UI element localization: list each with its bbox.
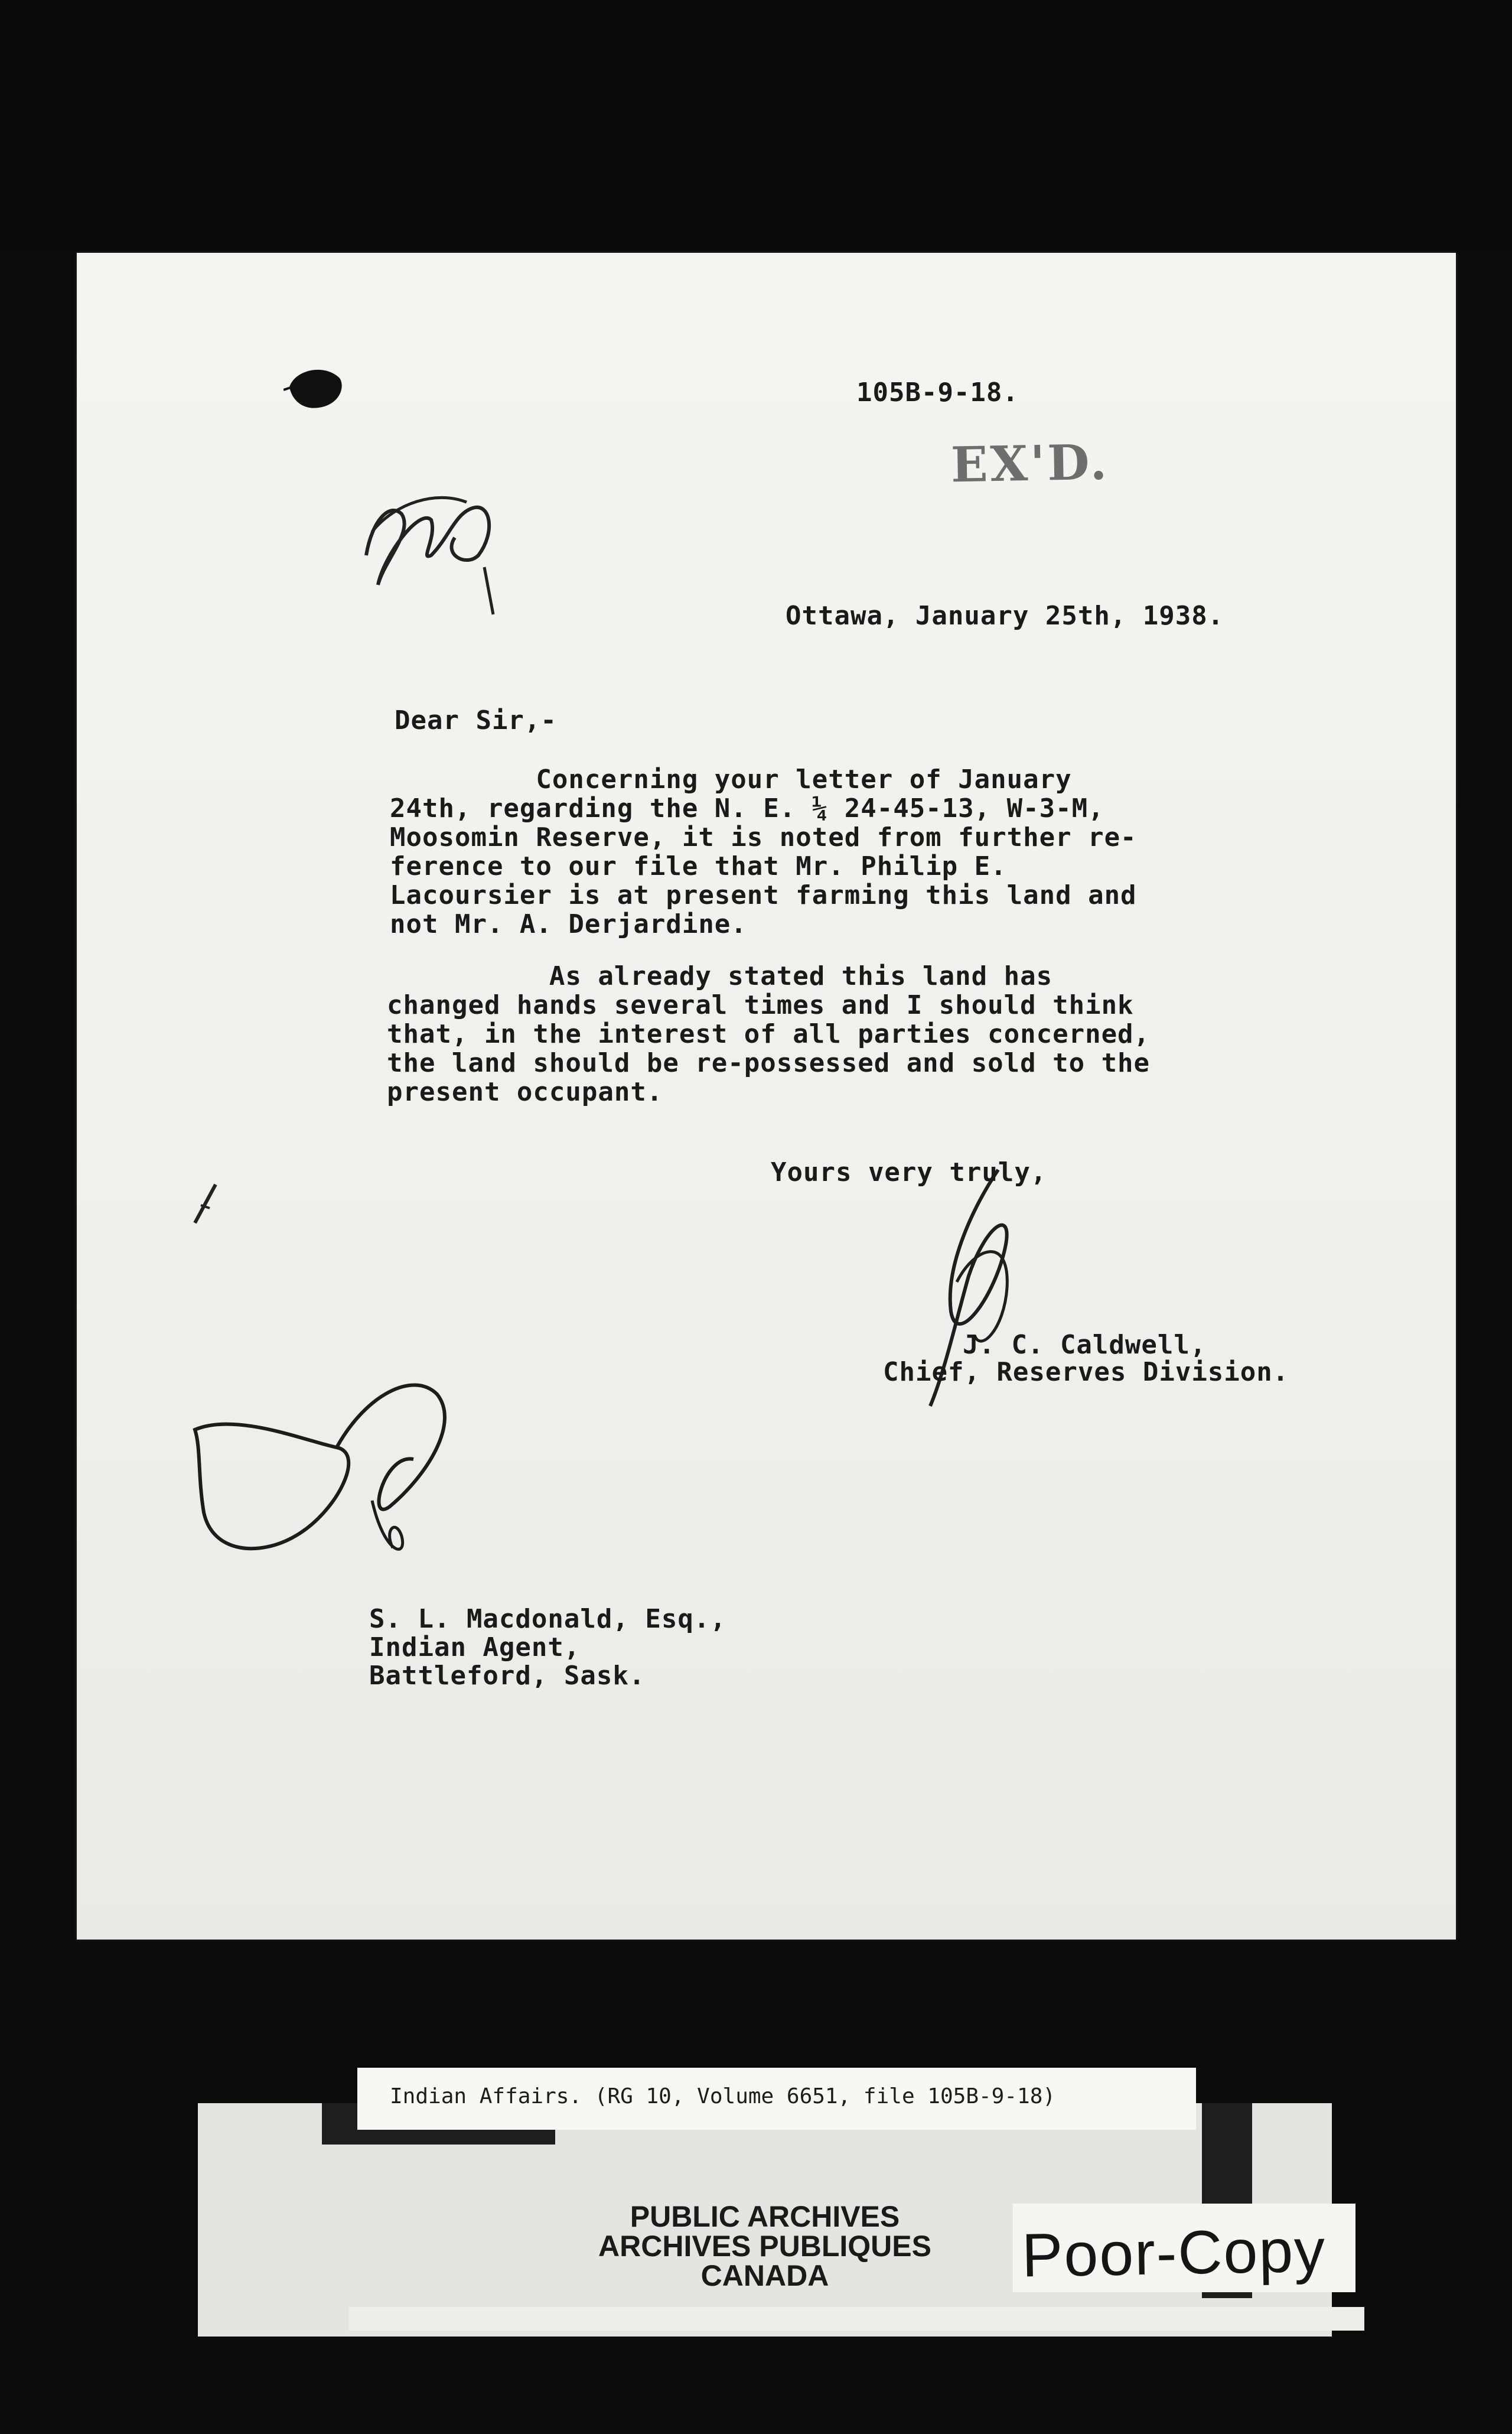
label-base bbox=[348, 2307, 1364, 2331]
address-line: S. L. Macdonald, Esq., bbox=[369, 1604, 726, 1634]
text-line: not Mr. A. Derjardine. bbox=[390, 909, 747, 939]
address-line: Battleford, Sask. bbox=[369, 1661, 646, 1691]
text-line: that, in the interest of all parties concerned, bbox=[387, 1019, 1151, 1049]
examined-stamp: EX'D. bbox=[950, 434, 1110, 494]
file-number: 105B-9-18. bbox=[856, 378, 1019, 408]
salutation: Dear Sir,- bbox=[395, 705, 557, 736]
ink-blot-icon bbox=[284, 360, 348, 414]
paragraph-2 bbox=[387, 962, 1150, 1107]
text-line: Concerning your letter of January bbox=[390, 764, 1072, 795]
archive-citation: Indian Affairs. (RG 10, Volume 6651, file 105B-9-18) bbox=[390, 2084, 1056, 2108]
text-line: present occupant. bbox=[387, 1077, 663, 1107]
text-line: changed hands several times and I should think bbox=[387, 990, 1134, 1020]
text-line: Lacoursier is at present farming this land and bbox=[390, 880, 1137, 910]
paragraph-1 bbox=[390, 765, 1137, 939]
scan-border-top bbox=[0, 0, 1512, 248]
date-line: Ottawa, January 25th, 1938. bbox=[786, 601, 1224, 631]
text-line: As already stated this land has bbox=[387, 961, 1053, 991]
poor-copy-note: Poor-Copy bbox=[1021, 2216, 1327, 2290]
archives-country: CANADA bbox=[700, 2259, 829, 2292]
text-line: 24th, regarding the N. E. ¼ 24-45-13, W-3-M, bbox=[390, 793, 1104, 824]
archives-english: PUBLIC ARCHIVES bbox=[630, 2200, 900, 2233]
text-line: ference to our file that Mr. Philip E. bbox=[390, 851, 1007, 881]
text-line: the land should be re-possessed and sold to the bbox=[387, 1048, 1151, 1078]
signer-name: J. C. Caldwell, bbox=[963, 1330, 1207, 1360]
handwritten-initials-icon bbox=[189, 1359, 472, 1583]
recipient-address bbox=[369, 1605, 726, 1690]
initials-scribble-icon bbox=[348, 467, 514, 620]
archives-french: ARCHIVES PUBLIQUES bbox=[598, 2230, 931, 2263]
closing: Yours very truly, bbox=[771, 1157, 1047, 1187]
archives-stamp bbox=[526, 2189, 1004, 2307]
address-line: Indian Agent, bbox=[369, 1632, 581, 1662]
pencil-mark-icon bbox=[189, 1182, 224, 1229]
text-line: Moosomin Reserve, it is noted from further re- bbox=[390, 822, 1137, 852]
signer-title: Chief, Reserves Division. bbox=[883, 1357, 1289, 1387]
